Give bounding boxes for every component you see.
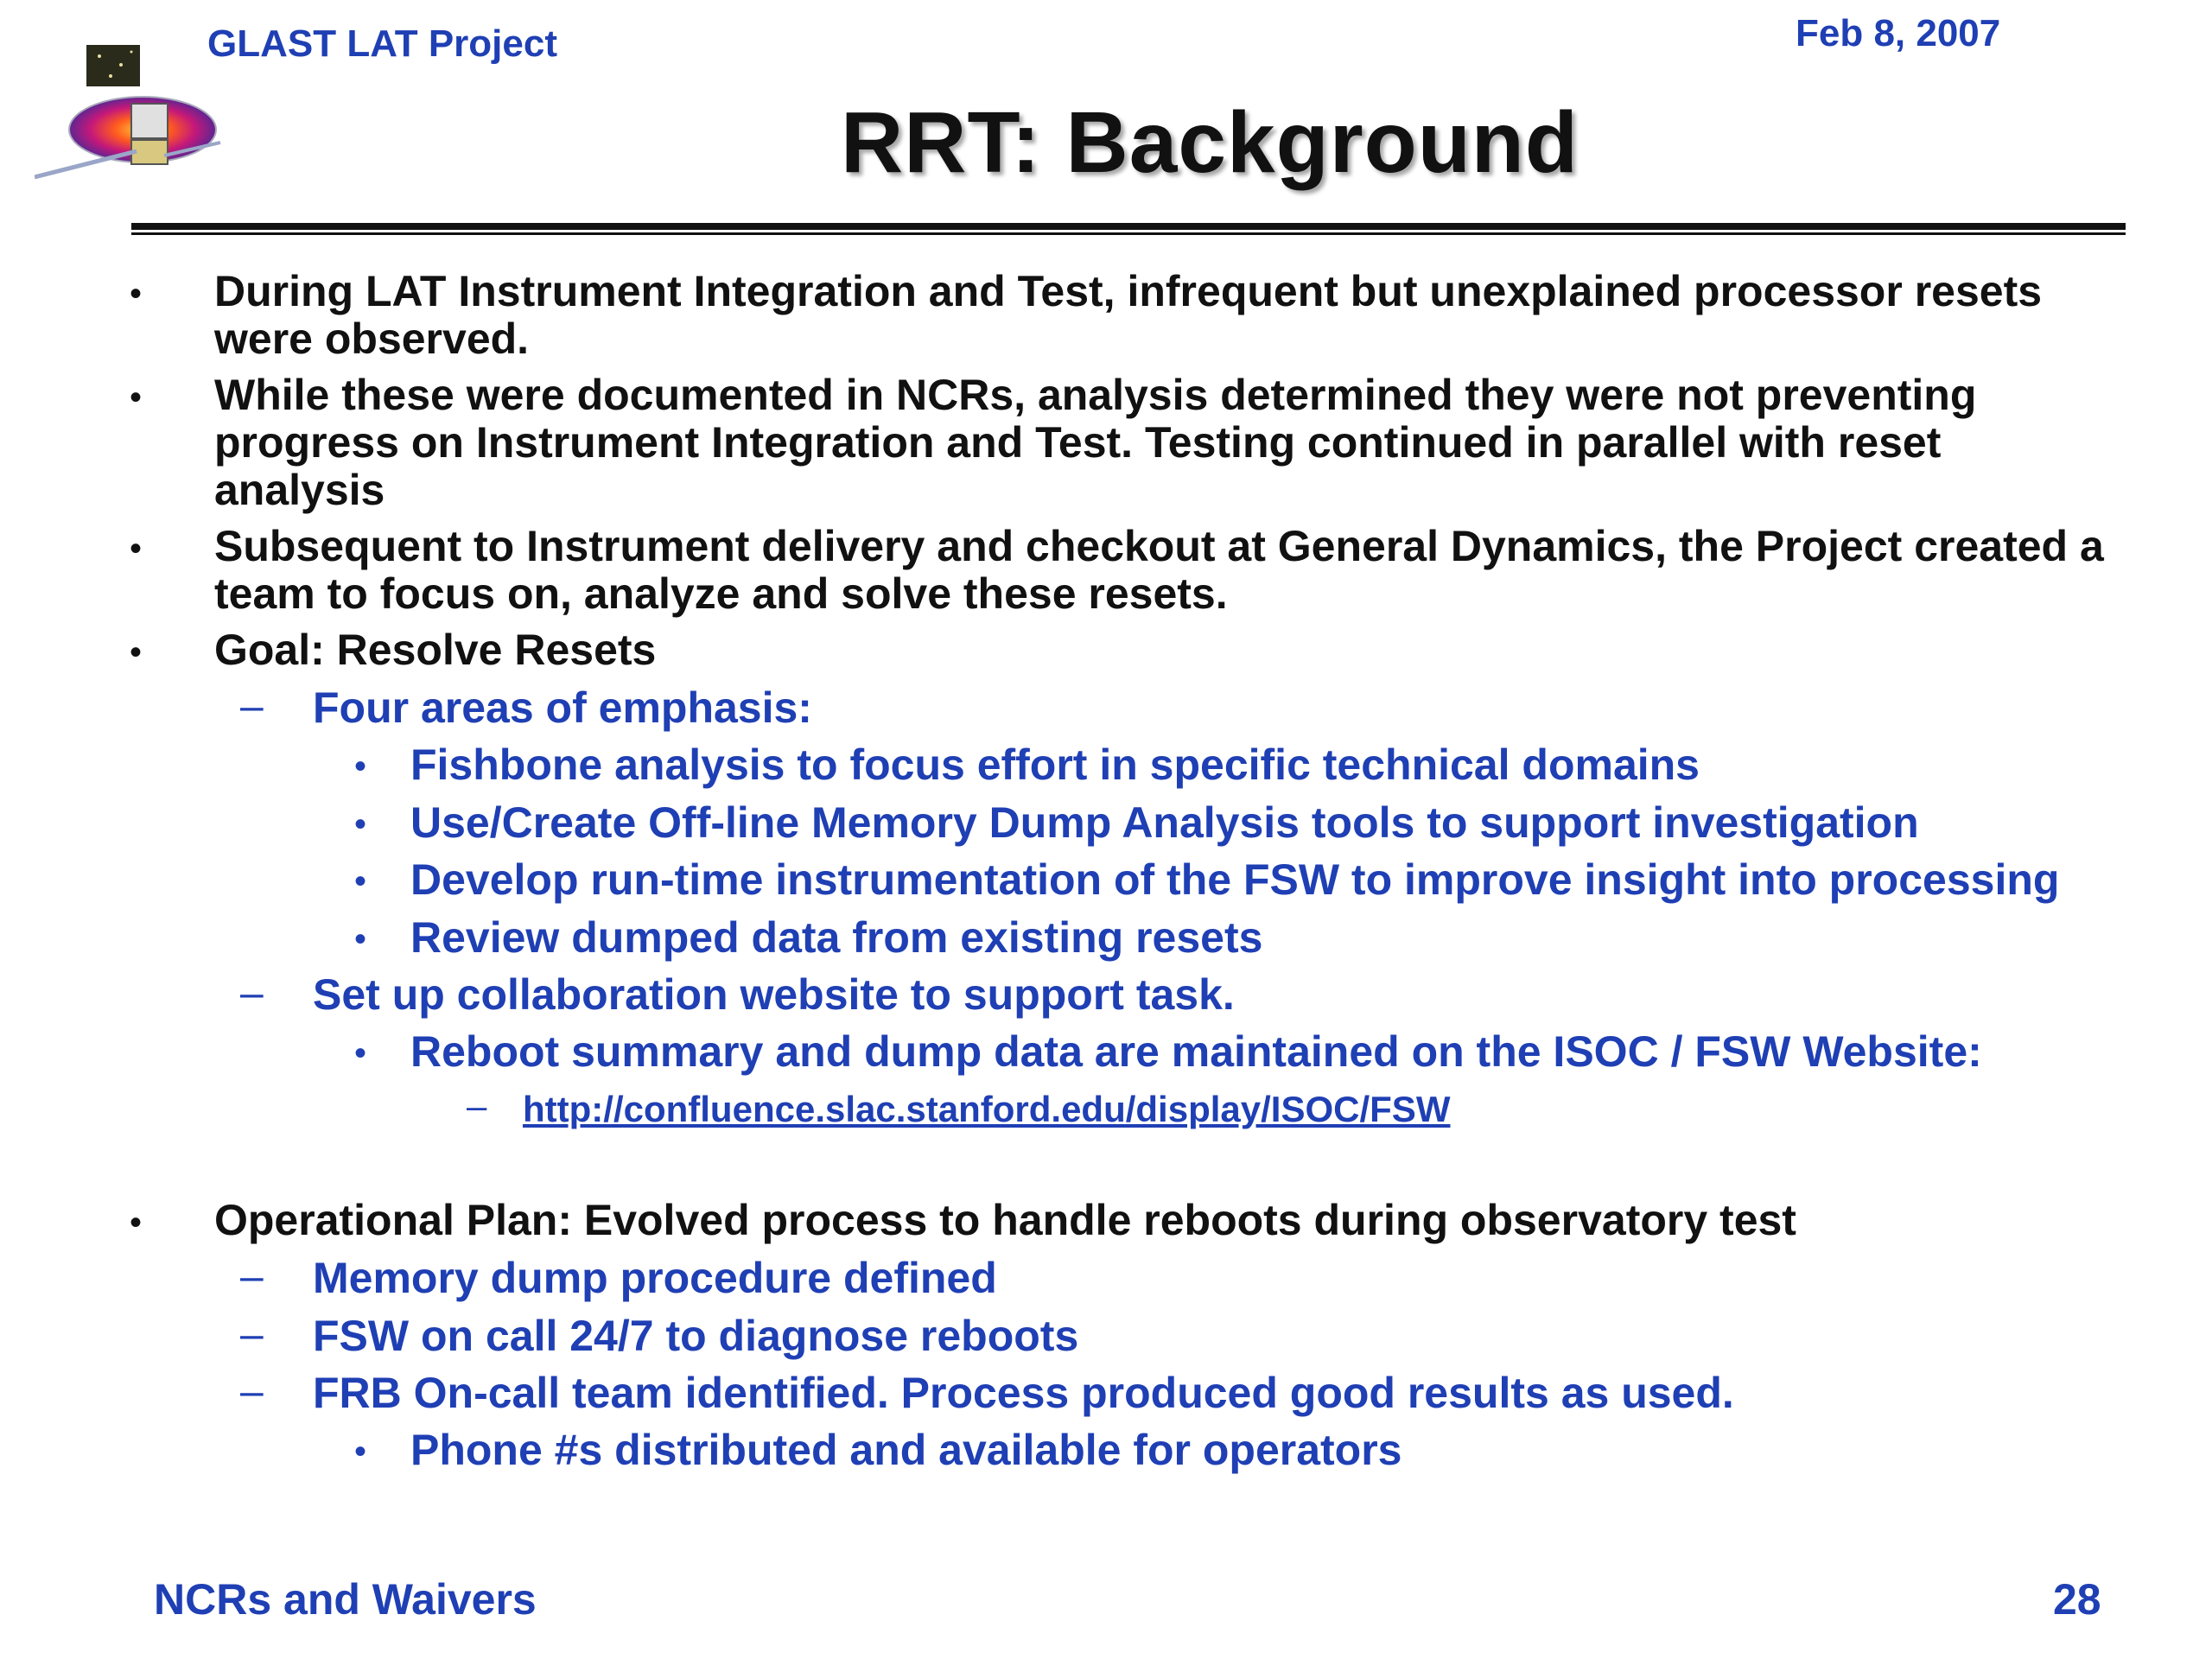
- slide-title: RRT: Background: [841, 94, 1579, 191]
- bullet-marker: •: [354, 920, 367, 958]
- bullet-marker: •: [130, 530, 143, 568]
- sub-sub-item: Use/Create Off-line Memory Dump Analysis tools to support investigation: [410, 798, 1919, 847]
- bullet-marker: •: [130, 378, 143, 416]
- bullet-marker: •: [130, 275, 143, 313]
- title-rule-thick: [131, 223, 2126, 230]
- bullet-text-cont: team to focus on, analyze and solve these resets.: [214, 569, 1228, 618]
- bullet-marker: •: [130, 633, 143, 671]
- sub-item: Memory dump procedure defined: [313, 1254, 997, 1302]
- dash-marker: –: [240, 1312, 264, 1357]
- sub-sub-item: Phone #s distributed and available for operators: [410, 1426, 1402, 1474]
- bullet-marker: •: [354, 1433, 367, 1471]
- sub-sub-item: Reboot summary and dump data are maintained on the ISOC / FSW Website:: [410, 1027, 1982, 1076]
- bullet-text: Operational Plan: Evolved process to handle reboots during observatory test: [214, 1196, 1796, 1244]
- bullet-text: Subsequent to Instrument delivery and checkout at General Dynamics, the Project created a: [214, 522, 2104, 570]
- bullet-text-cont: progress on Instrument Integration and Test. Testing continued in parallel with reset: [214, 418, 1942, 467]
- bullet-text: Goal: Resolve Resets: [214, 626, 657, 674]
- bullet-text-cont: were observed.: [214, 315, 530, 363]
- bullet-marker: •: [354, 805, 367, 843]
- bullet-marker: •: [130, 1204, 143, 1242]
- bullet-marker: •: [354, 862, 367, 900]
- sub-item: Four areas of emphasis:: [313, 683, 812, 732]
- isoc-fsw-link[interactable]: http://confluence.slac.stanford.edu/display/ISOC/FSW: [523, 1089, 1451, 1129]
- sub-sub-item: Fishbone analysis to focus effort in specific technical domains: [410, 741, 1700, 789]
- bullet-text: During LAT Instrument Integration and Test, infrequent but unexplained processor resets: [214, 267, 2043, 315]
- slide-date: Feb 8, 2007: [1796, 12, 2001, 54]
- footer-section: NCRs and Waivers: [154, 1575, 537, 1624]
- sub-sub-item: Review dumped data from existing resets: [410, 913, 1263, 962]
- sub-sub-item: Develop run-time instrumentation of the FSW to improve insight into processing: [410, 855, 2060, 904]
- sub-item: FSW on call 24/7 to diagnose reboots: [313, 1312, 1079, 1360]
- bullet-text: While these were documented in NCRs, analysis determined they were not preventing: [214, 371, 1977, 419]
- bullet-text-cont: analysis: [214, 466, 385, 514]
- title-rule-thin: [131, 232, 2126, 235]
- page-number: 28: [2053, 1575, 2101, 1624]
- sub-item: FRB On-call team identified. Process produced good results as used.: [313, 1369, 1734, 1417]
- bullet-marker: •: [354, 747, 367, 785]
- dash-marker: –: [240, 1369, 264, 1414]
- dash-marker: –: [240, 970, 264, 1016]
- dash-marker: –: [240, 683, 264, 729]
- sub-item: Set up collaboration website to support task.: [313, 970, 1235, 1019]
- project-name: GLAST LAT Project: [207, 22, 557, 65]
- bullet-marker: •: [354, 1034, 367, 1072]
- dash-marker: –: [240, 1254, 264, 1300]
- dash-marker: –: [467, 1085, 487, 1126]
